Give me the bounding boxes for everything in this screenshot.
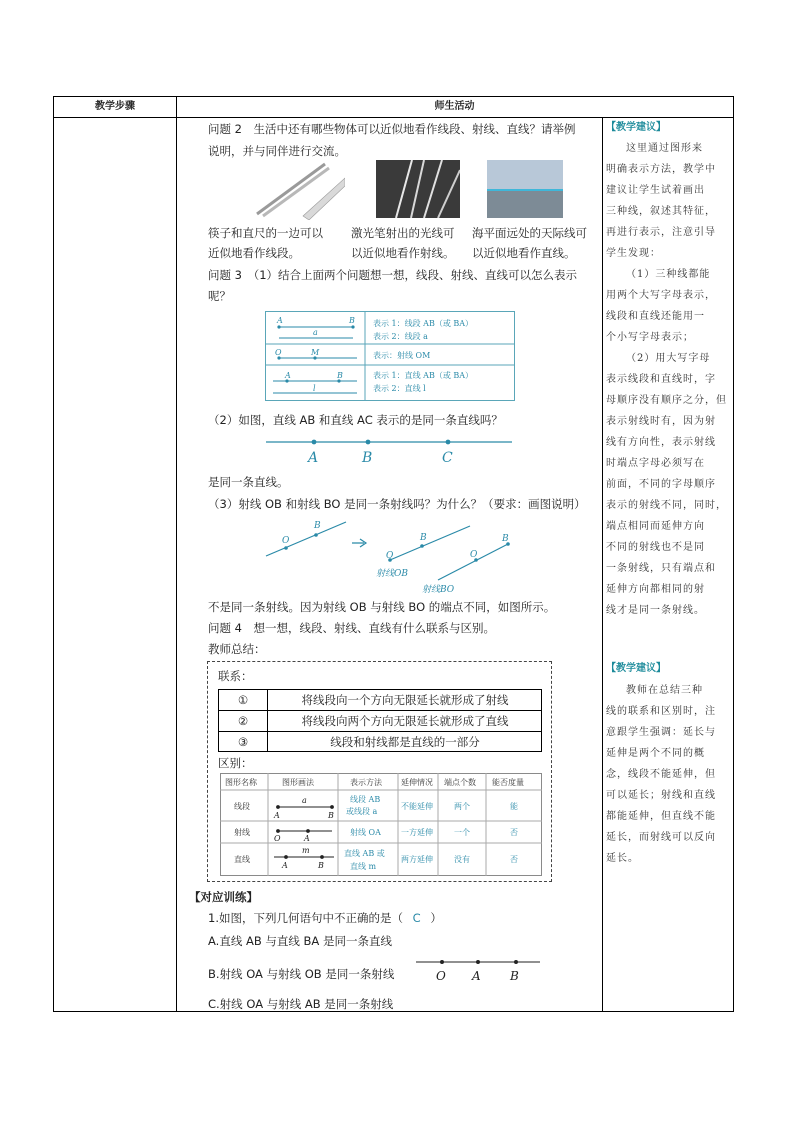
sidebar-line: 意跟学生强调：延长与 — [606, 727, 716, 738]
chopsticks-ruler-image — [245, 160, 345, 220]
cmp-r1-rep1: 线段 AB — [350, 795, 381, 804]
rep-row3-text2: 表示 2：直线 l — [373, 384, 426, 393]
practice-line-figure — [412, 952, 544, 982]
cmp-r2-ext: 一方延伸 — [401, 828, 433, 837]
rep-letter-l: l — [313, 384, 316, 393]
sidebar-line: 延伸是两个不同的概 — [606, 748, 705, 759]
ray-left-B: B — [314, 521, 321, 531]
draw-line-m: m — [302, 846, 310, 855]
caption-chopsticks-1: 筷子和直尺的一边可以 — [208, 226, 323, 240]
rep-letter-B2: B — [337, 371, 343, 380]
sidebar-line: 线段和直线还能用一 — [606, 311, 705, 322]
sidebar-tag-2: 【教学建议】 — [606, 663, 666, 674]
line-label-C: C — [442, 450, 453, 466]
sidebar-line: 母顺序没有顺序之分，但 — [606, 395, 727, 406]
cmp-r3-measure: 否 — [510, 855, 518, 864]
sidebar-line: 线的联系和区别时，注 — [606, 706, 716, 717]
sidebar-line: 这里通过图形来 — [626, 143, 703, 154]
sidebar-line: 都能延伸，但直线不能 — [606, 811, 716, 822]
question-2-line1: 问题 2 生活中还有哪些物体可以近似地看作线段、射线、直线？请举例 — [208, 122, 576, 136]
line-label-A: A — [308, 450, 319, 466]
sidebar-line: 明确表示方法，教学中 — [606, 164, 716, 175]
cmp-r1-measure: 能 — [510, 802, 518, 811]
header-activities: 师生活动 — [434, 101, 475, 112]
header-steps: 教学步骤 — [95, 101, 135, 112]
relation-text-3: 线段和射线都是直线的一部分 — [330, 735, 480, 749]
question-3-line2: 呢？ — [208, 289, 231, 303]
cmp-r2-rep1: 射线 OA — [350, 828, 381, 837]
sea-horizon-image — [487, 160, 563, 218]
sidebar-notes-2 — [606, 658, 730, 869]
cmp-r2-measure: 否 — [510, 828, 518, 837]
answer-part3: 不是同一条射线。因为射线 OB 与射线 BO 的端点不同，如图所示。 — [208, 600, 556, 614]
sidebar-line: 个小写字母表示； — [606, 332, 694, 343]
cmp-h-rep: 表示方法 — [350, 778, 382, 787]
draw-seg-a: a — [302, 796, 307, 805]
rep-letter-A2: A — [285, 371, 291, 380]
representation-table — [265, 311, 515, 401]
sidebar-line: 一条射线，只有端点和 — [606, 563, 716, 574]
cmp-r1-ends: 两个 — [454, 802, 470, 811]
sidebar-line: 用两个大写字母表示， — [606, 290, 716, 301]
cmp-r1-rep2: 或线段 a — [346, 807, 378, 816]
rep-letter-O: O — [275, 348, 282, 357]
laser-beams-image — [376, 160, 460, 218]
practice-option-a: A.直线 AB 与直线 BA 是同一条直线 — [208, 934, 392, 948]
practice-label-O: O — [436, 969, 446, 982]
cmp-r3-ends: 没有 — [454, 855, 470, 864]
cmp-r3-name: 直线 — [234, 855, 250, 864]
ray-bo-label: 射线BO — [422, 585, 455, 595]
cmp-h-ends: 端点个数 — [444, 778, 476, 787]
sidebar-tag-1: 【教学建议】 — [606, 122, 666, 133]
cmp-r3-rep1: 直线 AB 或 — [344, 849, 385, 858]
relation-num-2: ② — [237, 714, 249, 728]
cmp-r3-rep2: 直线 m — [350, 862, 377, 871]
question-4: 问题 4 想一想，线段、射线、直线有什么联系与区别。 — [208, 621, 495, 635]
rep-letter-M: M — [311, 348, 320, 357]
question-2-line2: 说明，并与同伴进行交流。 — [208, 144, 346, 158]
cmp-r1-ext: 不能延伸 — [401, 802, 433, 811]
sidebar-line: 念，线段不能延伸，但 — [606, 769, 716, 780]
cmp-r2-name: 射线 — [234, 828, 250, 837]
draw-line-B: B — [318, 861, 324, 870]
rep-row3-text1: 表示 1：直线 AB（或 BA） — [373, 371, 474, 380]
practice-question — [208, 907, 442, 929]
sidebar-line: 可以延长；射线和直线 — [606, 790, 716, 801]
sidebar-line: 建议让学生试着画出 — [606, 185, 705, 196]
practice-label-A: A — [472, 969, 481, 982]
relation-text-1: 将线段向一个方向无限延长就形成了射线 — [301, 693, 509, 707]
ray-ob-O: O — [386, 551, 394, 561]
sidebar-line: 延长。 — [606, 853, 639, 864]
practice-option-b: B.射线 OA 与射线 OB 是同一条射线 — [208, 967, 395, 981]
caption-laser-2: 以近似地看作射线。 — [351, 246, 455, 260]
ray-ob-B: B — [420, 533, 427, 543]
sidebar-line: 学生发现： — [606, 248, 661, 259]
practice-question-text: 1.如图，下列几何语句中不正确的是（ — [208, 911, 403, 925]
cmp-h-measure: 能否度量 — [492, 778, 524, 787]
sidebar-line: 前面，不同的字母顺序 — [606, 479, 716, 490]
answer-part2: 是同一条直线。 — [208, 475, 289, 489]
draw-seg-B: B — [328, 811, 334, 820]
sidebar-line: 表示线段和直线时，字 — [606, 374, 716, 385]
cmp-r3-ext: 两方延伸 — [401, 855, 433, 864]
sidebar-line: 线才是同一条射线。 — [606, 605, 705, 616]
line-label-B: B — [362, 450, 373, 466]
draw-seg-A: A — [274, 811, 280, 820]
sidebar-line: 再进行表示，注意引导 — [606, 227, 716, 238]
rep-row1-text2: 表示 2：线段 a — [373, 332, 428, 341]
sidebar-line: 线有方向性，表示射线 — [606, 437, 716, 448]
draw-ray-O: O — [274, 834, 281, 843]
practice-answer: C — [412, 911, 421, 925]
relation-num-3: ③ — [237, 735, 249, 749]
sidebar-line: 端点相同而延伸方向 — [606, 521, 705, 532]
column-divider — [602, 117, 603, 1011]
practice-title: 【对应训练】 — [189, 890, 258, 904]
question-3-line1: 问题 3 （1）结合上面两个问题想一想，线段、射线、直线可以怎么表示 — [208, 268, 578, 282]
cmp-h-draw: 图形画法 — [282, 778, 314, 787]
teacher-summary-label: 教师总结： — [208, 642, 266, 656]
relation-num-1: ① — [237, 693, 249, 707]
cmp-r2-ends: 一个 — [454, 828, 470, 837]
rays-figure — [262, 514, 522, 598]
sidebar-line: 教师在总结三种 — [626, 685, 703, 696]
sidebar-line: 延长，而射线可以反向 — [606, 832, 716, 843]
caption-horizon-1: 海平面远处的天际线可 — [472, 226, 587, 240]
cmp-h-name: 图形名称 — [225, 778, 257, 787]
rep-row2-text: 表示：射线 OM — [373, 351, 431, 360]
sidebar-line: 时端点字母必须写在 — [606, 458, 705, 469]
rep-letter-A: A — [277, 316, 283, 325]
sidebar-line: 不同的射线也不是同 — [606, 542, 705, 553]
ray-bo-B: B — [502, 534, 509, 544]
rep-row1-text1: 表示 1：线段 AB（或 BA） — [373, 319, 474, 328]
caption-laser-1: 激光笔射出的光线可 — [351, 226, 455, 240]
sidebar-line: 表示射线时有，因为射 — [606, 416, 716, 427]
rep-letter-a: a — [313, 328, 318, 337]
relation-label: 联系： — [218, 669, 253, 683]
practice-option-c: C.射线 OA 与射线 AB 是同一条射线 — [208, 997, 394, 1011]
caption-horizon-2: 以近似地看作直线。 — [472, 246, 576, 260]
practice-label-B: B — [510, 969, 519, 982]
caption-chopsticks-2: 近似地看作线段。 — [208, 246, 300, 260]
ray-left-O: O — [282, 536, 290, 546]
question-3-part3: （3）射线 OB 和射线 BO 是同一条射线吗？为什么？（要求：画图说明） — [208, 497, 586, 511]
ray-ob-label: 射线OB — [376, 569, 408, 579]
sidebar-line: 三种线，叙述其特征， — [606, 206, 716, 217]
cmp-h-ext: 延伸情况 — [401, 778, 433, 787]
relation-table — [218, 689, 542, 752]
sidebar-line: （1）三种线都能 — [626, 269, 711, 280]
sidebar-notes — [606, 118, 730, 621]
difference-label: 区别： — [218, 756, 253, 770]
sidebar-line: 延伸方向都相同的射 — [606, 584, 705, 595]
line-abc-figure — [262, 432, 518, 468]
cmp-r1-name: 线段 — [234, 802, 250, 811]
rep-letter-B: B — [349, 316, 355, 325]
comparison-table — [220, 773, 542, 876]
question-3-part2: （2）如图，直线 AB 和直线 AC 表示的是同一条直线吗？ — [208, 413, 503, 427]
sidebar-line: （2）用大写字母 — [626, 353, 711, 364]
ray-bo-O: O — [470, 550, 478, 560]
relation-text-2: 将线段向两个方向无限延长就形成了直线 — [301, 714, 509, 728]
draw-line-A: A — [282, 861, 288, 870]
practice-question-end: ） — [430, 911, 442, 925]
draw-ray-A: A — [304, 834, 310, 843]
sidebar-line: 表示的射线不同，同时， — [606, 500, 727, 511]
column-divider — [176, 97, 177, 1011]
